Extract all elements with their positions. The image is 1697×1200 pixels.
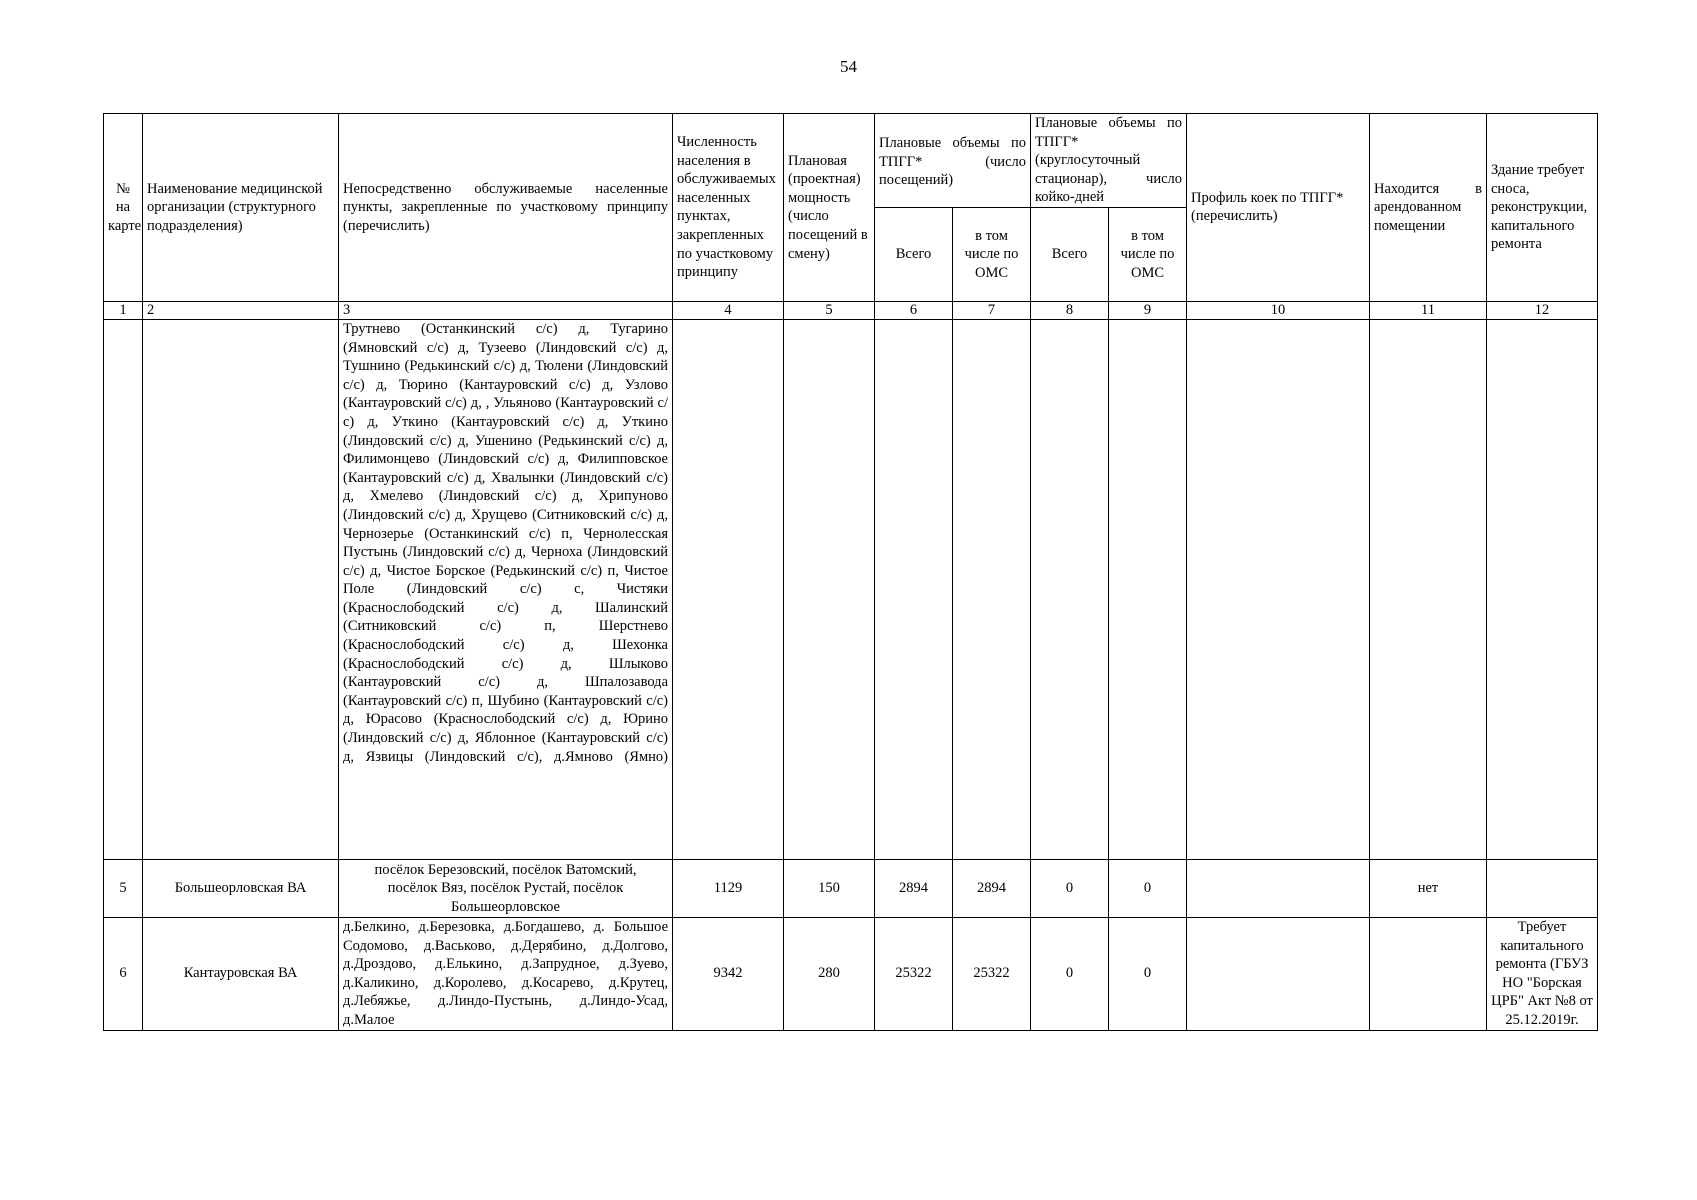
row-beds-oms: 0 <box>1109 859 1187 917</box>
colnum-2: 2 <box>143 301 339 319</box>
row-rented <box>1370 917 1487 1030</box>
row-settlements: Трутнево (Останкинский с/с) д, Тугарино (Ямновский с/с) д, Тузеево (Линдовский с/с) д, Тушнино (Редькинский с/с) д, Тюлени (Линдовский с/с) д, Тюрино (Кантауровский с/с) д, Узлово (Кантауровский с/с) д, , Ульяново (Кантауровский с/с) д, Уткино (Кантауровский с/с) д, Уткино (Линдовский с/с) д, Ушенино (Редькинский с/с) д, Филимонцево (Линдовский с/с) д, Филипповское (Кантауровский с/с) д, Хвалынки (Линдовский с/с) д, Хмелево (Линдовский с/с) д, Хрипуново (Линдовский с/с) д, Хрущево (Ситниковский с/с) д, Чернозерье (Останкинский с/с) п, Чернолесская Пустынь (Линдовский с/с) д, Черноха (Линдовский с/с) д, Чистое Борское (Редькинский с/с) п, Чистое Поле (Линдовский с/с) с, Чистяки (Краснослободский с/с) д, Шалинский (Ситниковский с/с) п, Шерстнево (Краснослободский с/с) д, Шехонка (Краснослободский с/с) д, Шлыково (Кантауровский с/с) д, Шпалозавода (Кантауровский с/с) п, Шубино (Кантауровский с/с) д, Юрасово (Краснослободский с/с) д, Юрино (Линдовский с/с) д, Яблонное (Кантауровский с/с) д, Язвицы (Линдовский с/с), д.Ямново (Ямно) <box>339 319 673 859</box>
row-capacity: 280 <box>784 917 875 1030</box>
row-bed-profile <box>1187 859 1370 917</box>
colnum-8: 8 <box>1031 301 1109 319</box>
row-visits-oms: 25322 <box>953 917 1031 1030</box>
colnum-3: 3 <box>339 301 673 319</box>
row-visits-total <box>875 319 953 859</box>
row-beds-oms <box>1109 319 1187 859</box>
row-org <box>143 319 339 859</box>
colnum-6: 6 <box>875 301 953 319</box>
colnum-9: 9 <box>1109 301 1187 319</box>
header-visits: Плановые объемы по ТПГГ* (число посещений) <box>875 114 1031 208</box>
table-row <box>104 917 1598 1030</box>
colnum-7: 7 <box>953 301 1031 319</box>
row-visits-oms <box>953 319 1031 859</box>
row-settlements: д.Белкино, д.Березовка, д.Богдашево, д. Большое Содомово, д.Васьково, д.Дерябино, д.Долгово, д.Дроздово, д.Елькино, д.Запрудное, д.Зуево, д.Каликино, д.Королево, д.Косарево, д.Крутец, д.Лебяжье, д.Линдо-Пустынь, д.Линдо-Усад, д.Малое <box>339 917 673 1030</box>
page-number: 54 <box>840 57 857 76</box>
row-visits-total: 2894 <box>875 859 953 917</box>
colnum-10: 10 <box>1187 301 1370 319</box>
header-demolition: Здание требует сноса, реконструкции, капитального ремонта <box>1487 114 1598 302</box>
row-visits-oms: 2894 <box>953 859 1031 917</box>
row-rented <box>1370 319 1487 859</box>
colnum-11: 11 <box>1370 301 1487 319</box>
header-beds-oms: в том числе по ОМС <box>1109 207 1187 301</box>
row-visits-total: 25322 <box>875 917 953 1030</box>
header-population: Численность населения в обслуживаемых населенных пунктах, закрепленных по участковому принципу <box>673 114 784 302</box>
row-org: Большеорловская ВА <box>143 859 339 917</box>
header-visits-total: Всего <box>875 207 953 301</box>
colnum-1: 1 <box>104 301 143 319</box>
table-row <box>104 319 1598 859</box>
row-no: 5 <box>104 859 143 917</box>
row-demolition <box>1487 319 1598 859</box>
header-org: Наименование медицинской организации (структурного подразделения) <box>143 114 339 302</box>
row-beds-total: 0 <box>1031 917 1109 1030</box>
row-demolition: Требует капитального ремонта (ГБУЗ НО "Борская ЦРБ" Акт №8 от 25.12.2019г. <box>1487 917 1598 1030</box>
row-capacity: 150 <box>784 859 875 917</box>
header-beddays: Плановые объемы по ТПГГ* (круглосуточный стационар), число койко-дней <box>1031 114 1187 208</box>
colnum-4: 4 <box>673 301 784 319</box>
header-no: № на карте <box>104 114 143 302</box>
row-no <box>104 319 143 859</box>
row-bed-profile <box>1187 917 1370 1030</box>
header-bed-profile: Профиль коек по ТПГГ* (перечислить) <box>1187 114 1370 302</box>
row-settlements: посёлок Березовский, посёлок Ватомский, посёлок Вяз, посёлок Рустай, посёлок Большеорловское <box>339 859 673 917</box>
row-population: 1129 <box>673 859 784 917</box>
row-population <box>673 319 784 859</box>
row-org: Кантауровская ВА <box>143 917 339 1030</box>
colnum-5: 5 <box>784 301 875 319</box>
colnum-12: 12 <box>1487 301 1598 319</box>
row-no: 6 <box>104 917 143 1030</box>
row-bed-profile <box>1187 319 1370 859</box>
row-rented: нет <box>1370 859 1487 917</box>
header-settlements: Непосредственно обслуживаемые населенные пункты, закрепленные по участковому принципу (перечислить) <box>339 114 673 302</box>
header-beds-total: Всего <box>1031 207 1109 301</box>
table-row <box>104 859 1598 917</box>
header-visits-oms: в том числе по ОМС <box>953 207 1031 301</box>
row-beds-oms: 0 <box>1109 917 1187 1030</box>
row-demolition <box>1487 859 1598 917</box>
header-capacity: Плановая (проектная) мощность (число посещений в смену) <box>784 114 875 302</box>
row-beds-total <box>1031 319 1109 859</box>
header-rented: Находится в арендованном помещении <box>1370 114 1487 302</box>
row-population: 9342 <box>673 917 784 1030</box>
row-capacity <box>784 319 875 859</box>
row-beds-total: 0 <box>1031 859 1109 917</box>
facilities-table <box>103 113 1598 1031</box>
